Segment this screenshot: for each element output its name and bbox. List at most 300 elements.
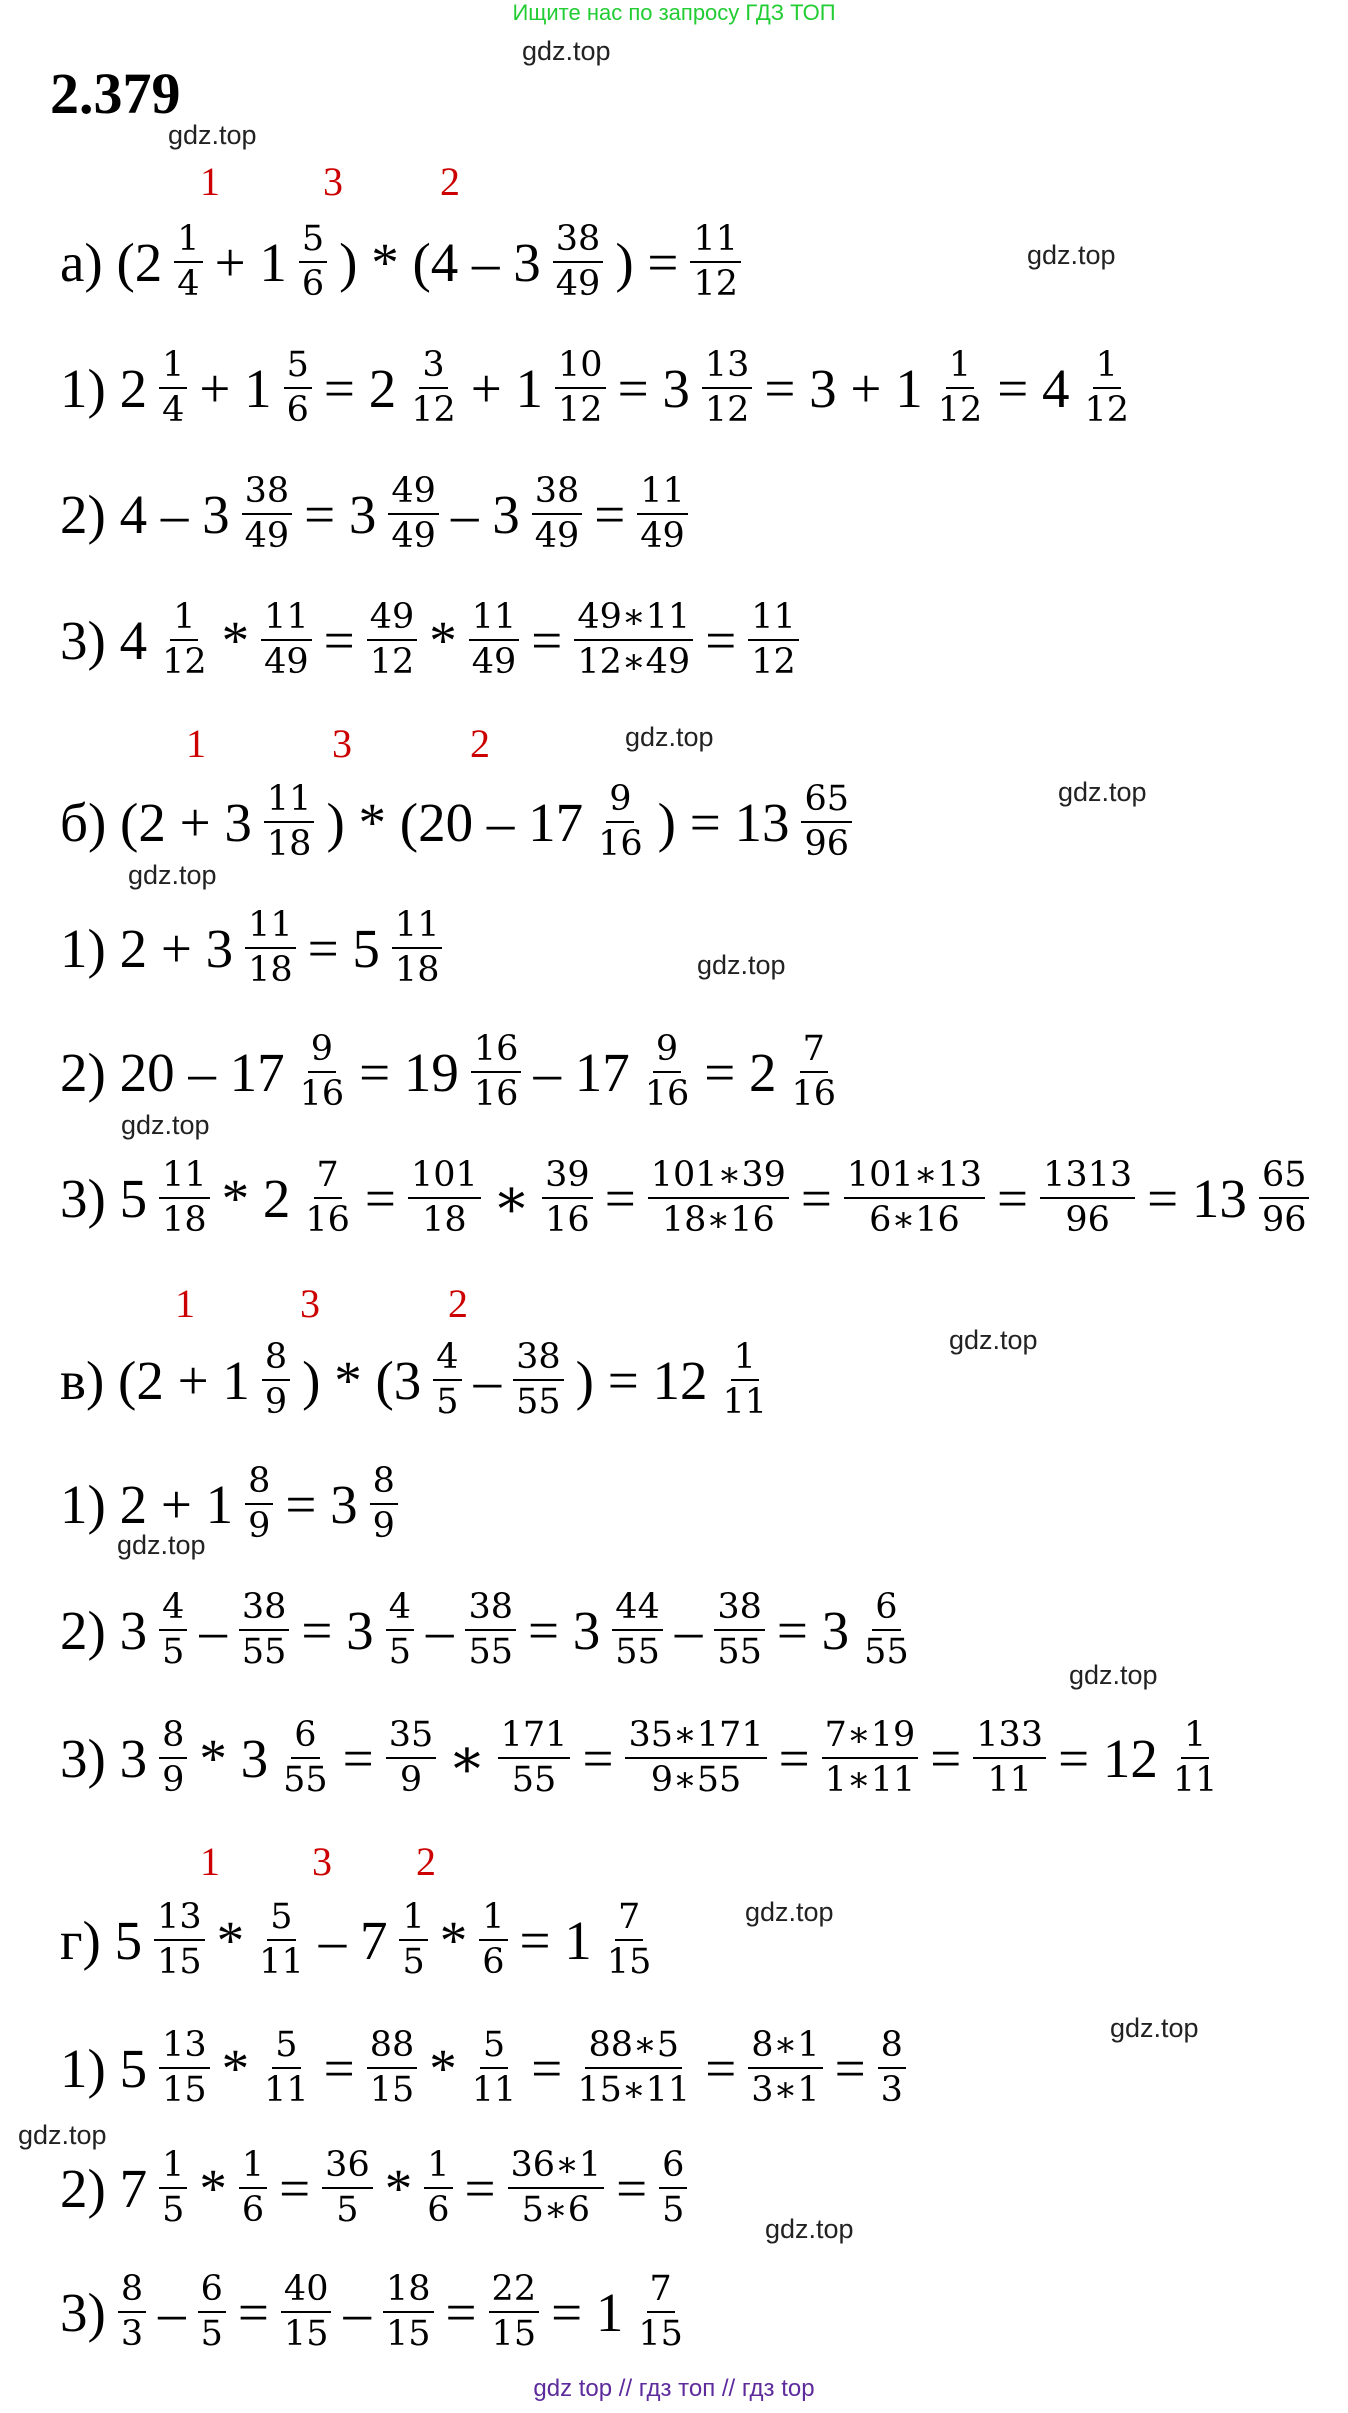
- exercise-number: 2.379: [50, 61, 181, 126]
- order-mark: 1: [200, 159, 220, 204]
- fraction-denominator: 5: [162, 1632, 185, 1672]
- fraction: [261, 2025, 312, 2110]
- fraction-numerator: 39: [542, 1158, 593, 1199]
- fraction-denominator: 9: [248, 1506, 271, 1546]
- fraction-numerator: 38: [532, 474, 583, 515]
- fraction-denominator: 11: [471, 2070, 517, 2110]
- fraction-denominator: 15: [606, 1942, 652, 1982]
- watermark: gdz.top: [625, 722, 714, 752]
- watermark: gdz.top: [745, 1897, 834, 1927]
- fraction: [367, 2025, 418, 2110]
- fraction: [612, 1587, 663, 1672]
- fraction: [574, 2025, 693, 2110]
- order-mark: 1: [175, 1281, 195, 1326]
- fraction-numerator: 5: [284, 348, 312, 389]
- fraction-numerator: 1: [1181, 1718, 1209, 1759]
- fraction: [302, 1155, 353, 1240]
- fraction: [604, 1897, 655, 1982]
- fraction-denominator: 18∗16: [661, 1200, 775, 1240]
- equation-text: *: [216, 1909, 245, 1971]
- fraction-denominator: 15: [162, 2070, 207, 2110]
- equation-text: *: [221, 609, 250, 671]
- fraction-denominator: 12: [693, 264, 738, 304]
- fraction-denominator: 5: [200, 2314, 223, 2354]
- fraction: [801, 779, 852, 864]
- fraction-denominator: 3: [880, 2070, 903, 2110]
- fraction: [281, 2269, 332, 2354]
- fraction-numerator: 38: [513, 1340, 564, 1381]
- fraction: [469, 597, 520, 682]
- fraction-numerator: 4: [159, 1590, 187, 1631]
- fraction: [625, 1715, 766, 1800]
- fraction-denominator: 18: [422, 1200, 467, 1240]
- fraction-denominator: 12: [751, 642, 796, 682]
- fraction: [648, 1155, 789, 1240]
- fraction-denominator: 9: [372, 1506, 395, 1546]
- fraction-denominator: 9∗55: [650, 1760, 742, 1800]
- fraction-denominator: 6: [301, 264, 325, 304]
- fraction: [198, 2269, 226, 2354]
- watermark: gdz.top: [121, 1110, 210, 1140]
- fraction: [1082, 345, 1133, 430]
- fraction-numerator: 11: [690, 222, 741, 263]
- fraction: [256, 1897, 307, 1982]
- equation-text: = 3 + 1: [764, 357, 923, 419]
- equation-text: *: [439, 1909, 468, 1971]
- equation-text: –: [158, 2281, 186, 2343]
- fraction-numerator: 35: [386, 1718, 437, 1759]
- fraction-denominator: 12: [411, 390, 456, 430]
- fraction: [388, 471, 439, 556]
- fraction-denominator: 11: [987, 1760, 1032, 1800]
- equation-text: ) = 13: [657, 791, 790, 853]
- fraction-numerator: 11: [264, 782, 315, 823]
- equation-text: 1) 2 + 1: [60, 1473, 234, 1535]
- fraction: [553, 219, 604, 304]
- equation-text: =: [778, 1727, 810, 1789]
- fraction: [370, 1461, 398, 1546]
- fraction-denominator: 3∗1: [751, 2070, 820, 2110]
- equation-text: =: [604, 1167, 636, 1229]
- equation-text: = 1: [519, 1909, 592, 1971]
- fraction-numerator: 38: [242, 474, 293, 515]
- fraction-denominator: 16: [545, 1200, 590, 1240]
- watermark: gdz.top: [1069, 1660, 1158, 1690]
- fraction-denominator: 15: [283, 2314, 329, 2354]
- fraction-numerator: 1: [159, 348, 187, 389]
- order-mark: 2: [448, 1281, 468, 1326]
- equation-text: ) =: [615, 231, 679, 293]
- fraction-numerator: 1: [399, 1900, 427, 1941]
- fraction: [861, 1587, 912, 1672]
- fraction: [424, 2145, 452, 2230]
- fraction-numerator: 7: [800, 1032, 828, 1073]
- fraction-numerator: 1: [159, 2148, 187, 2189]
- fraction-denominator: 16: [305, 1200, 350, 1240]
- fraction-denominator: 55: [864, 1632, 909, 1672]
- fraction-numerator: 101∗39: [648, 1158, 789, 1199]
- fraction: [1040, 1155, 1135, 1240]
- order-mark: 2: [416, 1839, 436, 1884]
- fraction: [159, 1587, 187, 1672]
- equation-text: –: [674, 1599, 703, 1661]
- fraction-denominator: 15: [369, 2070, 415, 2110]
- fraction-numerator: 1313: [1040, 1158, 1135, 1199]
- order-mark: 2: [440, 159, 460, 204]
- fraction: [159, 345, 187, 430]
- fraction-denominator: 6: [427, 2190, 450, 2230]
- equation-text: =: [531, 2037, 563, 2099]
- fraction-numerator: 11: [159, 1158, 210, 1199]
- fraction-denominator: 12: [1084, 390, 1130, 430]
- equation-text: б) (2 + 3: [60, 791, 252, 853]
- fraction-denominator: 49: [471, 642, 517, 682]
- equation-text: ) = 12: [575, 1349, 708, 1411]
- fraction: [262, 1337, 290, 1422]
- fraction-numerator: 8∗1: [748, 2028, 822, 2069]
- fraction: [555, 345, 606, 430]
- equation-text: = 12: [1058, 1727, 1158, 1789]
- fraction-numerator: 5: [480, 2028, 508, 2069]
- fraction-numerator: 101∗13: [844, 1158, 985, 1199]
- fraction-denominator: 12∗49: [577, 642, 691, 682]
- footer-watermark: gdz top // гдз топ // гдз top: [533, 2375, 815, 2402]
- fraction-denominator: 16: [791, 1074, 837, 1114]
- equation-text: г) 5: [60, 1909, 143, 1971]
- fraction: [489, 2269, 540, 2354]
- fraction-denominator: 49: [391, 516, 436, 556]
- fraction-numerator: 9: [653, 1032, 681, 1073]
- fraction-denominator: 16: [299, 1074, 345, 1114]
- fraction-numerator: 1: [1093, 348, 1121, 389]
- fraction-denominator: 55: [717, 1632, 762, 1672]
- fraction: [245, 905, 296, 990]
- fraction-numerator: 18: [383, 2272, 434, 2313]
- fraction-denominator: 12: [369, 642, 415, 682]
- fraction: [280, 1715, 331, 1800]
- fraction-numerator: 65: [1259, 1158, 1310, 1199]
- fraction: [935, 345, 986, 430]
- fraction-denominator: 5: [436, 1382, 459, 1422]
- equation-text: * 3: [199, 1727, 269, 1789]
- fraction: [642, 1029, 693, 1114]
- fraction: [399, 1897, 427, 1982]
- fraction-denominator: 16: [598, 824, 643, 864]
- equation-text: + 1: [470, 357, 544, 419]
- fraction-numerator: 36: [322, 2148, 373, 2189]
- fraction-numerator: 13: [159, 2028, 210, 2069]
- equation-text: ) * (3: [302, 1349, 422, 1411]
- fraction: [154, 1897, 205, 1982]
- fraction: [386, 1715, 437, 1800]
- fraction-numerator: 40: [281, 2272, 332, 2313]
- equation-text: ∗: [492, 1168, 531, 1229]
- equation-text: * 2: [221, 1167, 291, 1229]
- equation-text: 1) 2 + 3: [60, 917, 234, 979]
- equation-text: – 3: [450, 483, 520, 545]
- equation-text: *: [384, 2157, 413, 2219]
- watermark: gdz.top: [697, 950, 786, 980]
- fraction-denominator: 6: [286, 390, 309, 430]
- fraction-denominator: 5: [388, 1632, 411, 1672]
- fraction: [392, 905, 443, 990]
- fraction-denominator: 49: [264, 642, 309, 682]
- fraction: [789, 1029, 840, 1114]
- fraction-denominator: 55: [615, 1632, 660, 1672]
- fraction-denominator: 9: [399, 1760, 423, 1800]
- equation-text: – 17: [533, 1041, 630, 1103]
- fraction: [159, 1155, 210, 1240]
- fraction-numerator: 7: [647, 2272, 675, 2313]
- fraction-denominator: 55: [511, 1760, 557, 1800]
- fraction-numerator: 1: [174, 222, 202, 263]
- fraction-numerator: 8: [262, 1340, 290, 1381]
- fraction: [479, 1897, 507, 1982]
- watermark: gdz.top: [128, 860, 217, 890]
- fraction-numerator: 8: [370, 1464, 398, 1505]
- fraction: [118, 2269, 146, 2354]
- fraction: [159, 2025, 210, 2110]
- fraction-denominator: 49: [640, 516, 685, 556]
- fraction-numerator: 1: [946, 348, 974, 389]
- fraction: [239, 2145, 267, 2230]
- fraction-numerator: 44: [612, 1590, 663, 1631]
- fraction: [513, 1337, 564, 1422]
- equation-text: + 1: [199, 357, 272, 419]
- order-mark: 3: [332, 721, 352, 766]
- fraction-numerator: 8: [118, 2272, 146, 2313]
- fraction-numerator: 7: [314, 1158, 342, 1199]
- fraction-numerator: 13: [702, 348, 753, 389]
- equation-text: =: [705, 2037, 737, 2099]
- fraction: [748, 2025, 822, 2110]
- equation-text: =: [445, 2281, 477, 2343]
- fraction: [242, 471, 293, 556]
- fraction-numerator: 38: [465, 1590, 516, 1631]
- equation-text: ) * (20 – 17: [326, 791, 584, 853]
- fraction: [574, 597, 693, 682]
- fraction-numerator: 7∗19: [822, 1718, 919, 1759]
- equation-text: –: [473, 1349, 502, 1411]
- equation-text: *: [199, 2157, 227, 2219]
- equation-text: =: [237, 2281, 269, 2343]
- fraction-numerator: 38: [239, 1590, 290, 1631]
- watermark: gdz.top: [765, 2214, 854, 2244]
- watermark: gdz.top: [1110, 2013, 1199, 2043]
- fraction-numerator: 1: [479, 1900, 507, 1941]
- equation-text: 1) 5: [60, 2037, 148, 2099]
- equation-text: = 3: [776, 1599, 850, 1661]
- fraction-numerator: 11: [392, 908, 443, 949]
- order-mark: 3: [323, 159, 343, 204]
- equation-text: 2) 4 – 3: [60, 483, 230, 545]
- fraction: [367, 597, 418, 682]
- fraction: [261, 597, 312, 682]
- equation-text: 2) 7: [60, 2157, 148, 2219]
- equation-text: = 5: [307, 917, 380, 979]
- equation-text: = 3: [304, 483, 377, 545]
- fraction-denominator: 55: [283, 1760, 328, 1800]
- fraction-numerator: 49: [367, 600, 418, 641]
- fraction: [322, 2145, 373, 2230]
- fraction-numerator: 36∗1: [508, 2148, 605, 2189]
- equation-text: = 19: [359, 1041, 459, 1103]
- fraction: [174, 219, 202, 304]
- fraction: [844, 1155, 985, 1240]
- fraction-denominator: 15: [491, 2314, 537, 2354]
- order-mark: 3: [312, 1839, 332, 1884]
- fraction-denominator: 11: [1172, 1760, 1218, 1800]
- fraction-denominator: 9: [264, 1382, 288, 1422]
- equation-text: =: [342, 1727, 374, 1789]
- fraction-denominator: 16: [644, 1074, 690, 1114]
- fraction-numerator: 16: [471, 1032, 522, 1073]
- fraction-denominator: 5: [336, 2190, 359, 2230]
- fraction-denominator: 96: [804, 824, 850, 864]
- equation-text: =: [616, 2157, 648, 2219]
- equation-text: –: [425, 1599, 454, 1661]
- fraction-denominator: 55: [241, 1632, 287, 1672]
- fraction: [714, 1587, 765, 1672]
- fraction: [542, 1155, 593, 1240]
- fraction-numerator: 8: [878, 2028, 906, 2069]
- fraction-numerator: 6: [872, 1590, 900, 1631]
- fraction: [659, 2145, 687, 2230]
- fraction-numerator: 49∗11: [574, 600, 693, 641]
- fraction-denominator: 3: [120, 2314, 144, 2354]
- equation-text: = 3: [285, 1473, 358, 1535]
- fraction: [878, 2025, 906, 2110]
- equation-text: = 2: [323, 357, 397, 419]
- fraction-numerator: 6: [198, 2272, 226, 2313]
- fraction: [1170, 1715, 1221, 1800]
- fraction-numerator: 6: [291, 1718, 319, 1759]
- fraction-denominator: 1∗11: [824, 1760, 916, 1800]
- fraction-denominator: 18: [248, 950, 293, 990]
- fraction-denominator: 5: [402, 1942, 425, 1982]
- fraction: [719, 1337, 770, 1422]
- order-mark: 2: [470, 721, 490, 766]
- order-mark: 3: [300, 1281, 320, 1326]
- fraction: [690, 219, 741, 304]
- equation-text: =: [997, 1167, 1029, 1229]
- equation-text: =: [464, 2157, 496, 2219]
- fraction-denominator: 96: [1065, 1200, 1110, 1240]
- fraction-numerator: 88∗5: [585, 2028, 682, 2069]
- equation-text: = 1: [551, 2281, 624, 2343]
- fraction-denominator: 4: [177, 264, 200, 304]
- equation-text: *: [429, 609, 457, 671]
- fraction-numerator: 1: [239, 2148, 267, 2189]
- fraction: [408, 345, 459, 430]
- fraction-denominator: 12: [558, 390, 603, 430]
- equation-text: =: [323, 2037, 355, 2099]
- fraction-numerator: 35∗171: [625, 1718, 766, 1759]
- fraction-denominator: 11: [722, 1382, 768, 1422]
- equation-text: =: [800, 1167, 832, 1229]
- equation-text: 3) 3: [60, 1727, 148, 1789]
- fraction: [245, 1461, 273, 1546]
- equation-text: *: [429, 2037, 457, 2099]
- fraction-denominator: 12: [162, 642, 207, 682]
- fraction-denominator: 6: [241, 2190, 265, 2230]
- watermark: gdz.top: [522, 36, 611, 66]
- fraction: [595, 779, 646, 864]
- equation-text: –: [199, 1599, 227, 1661]
- equation-text: =: [323, 609, 355, 671]
- fraction-numerator: 8: [159, 1718, 187, 1759]
- fraction-numerator: 6: [659, 2148, 687, 2189]
- equation-text: = 13: [1147, 1167, 1247, 1229]
- fraction: [264, 779, 315, 864]
- equation-text: =: [364, 1167, 396, 1229]
- fraction-numerator: 11: [469, 600, 520, 641]
- equation-text: = 3: [528, 1599, 601, 1661]
- fraction-denominator: 6∗16: [869, 1200, 960, 1240]
- fraction-numerator: 4: [433, 1340, 461, 1381]
- fraction-numerator: 88: [367, 2028, 418, 2069]
- fraction-numerator: 38: [553, 222, 604, 263]
- fraction: [299, 219, 327, 304]
- equation-text: + 1: [214, 231, 287, 293]
- fraction: [635, 2269, 686, 2354]
- fraction: [386, 1587, 414, 1672]
- fraction: [748, 597, 799, 682]
- fraction-numerator: 8: [245, 1464, 273, 1505]
- fraction-denominator: 55: [468, 1632, 514, 1672]
- fraction: [508, 2145, 605, 2230]
- fraction-denominator: 5: [162, 2190, 185, 2230]
- fraction-numerator: 11: [637, 474, 688, 515]
- watermark: gdz.top: [18, 2120, 107, 2150]
- fraction: [822, 1715, 919, 1800]
- fraction: [973, 1715, 1046, 1800]
- fraction-denominator: 12: [704, 390, 750, 430]
- fraction-numerator: 65: [801, 782, 852, 823]
- equation-text: – 7: [318, 1909, 388, 1971]
- equation-text: 3): [60, 2281, 106, 2343]
- fraction: [159, 2145, 187, 2230]
- fraction: [532, 471, 583, 556]
- fraction-denominator: 5∗6: [521, 2190, 590, 2230]
- fraction-numerator: 11: [261, 600, 312, 641]
- equation-text: 2) 3: [60, 1599, 148, 1661]
- fraction-denominator: 6: [482, 1942, 505, 1982]
- fraction-denominator: 9: [162, 1760, 185, 1800]
- equation-text: ) * (4 – 3: [339, 231, 541, 293]
- equation-text: в) (2 + 1: [60, 1349, 250, 1411]
- fraction-denominator: 4: [162, 390, 185, 430]
- fraction-numerator: 9: [308, 1032, 336, 1073]
- fraction: [471, 1029, 522, 1114]
- equation-text: =: [594, 483, 626, 545]
- fraction: [637, 471, 688, 556]
- search-hint-banner: Ищите нас по запросу ГДЗ ТОП: [512, 0, 836, 25]
- fraction-numerator: 1: [731, 1340, 759, 1381]
- fraction-denominator: 16: [473, 1074, 519, 1114]
- fraction: [239, 1587, 290, 1672]
- fraction: [297, 1029, 348, 1114]
- equation-text: 3) 5: [60, 1167, 148, 1229]
- fraction-denominator: 15: [157, 1942, 202, 1982]
- fraction: [159, 1715, 187, 1800]
- fraction: [1259, 1155, 1310, 1240]
- fraction-numerator: 49: [388, 474, 439, 515]
- equation-text: 3) 4: [60, 609, 148, 671]
- equation-text: =: [705, 609, 737, 671]
- order-mark: 1: [200, 1839, 220, 1884]
- fraction-denominator: 11: [259, 1942, 304, 1982]
